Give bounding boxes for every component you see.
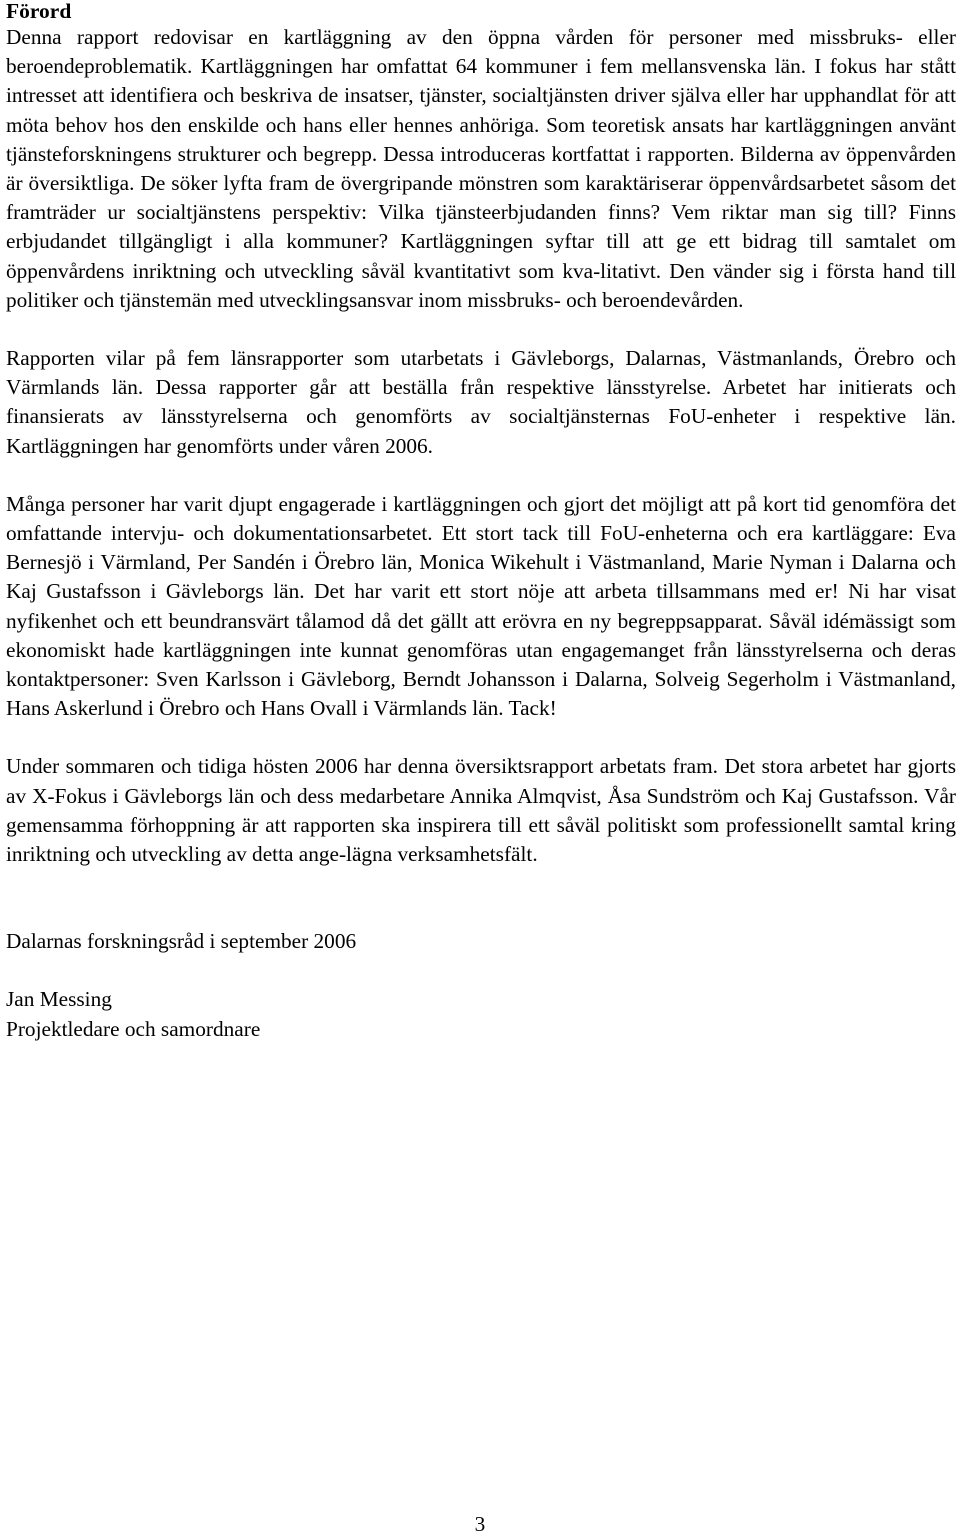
paragraph-intro: Denna rapport redovisar en kartläggning av den öppna vården för personer med missbruks- eller beroendeproblematik. Kartläggningen har omfattat 64 kommuner i fem mellansvenska län. I fokus har stått intresset att identifiera och beskriva de insatser, tjänster, socialtjänsten driver själva eller har upphandlat för att möta behov hos den enskilde och hans eller hennes anhöriga. Som teoretisk ansats har kartläggningen använt tjänsteforskningens strukturer och begrepp. Dessa introduceras kortfattat i rapporten. Bilderna av öppenvården är översiktliga. De söker lyfta fram de övergripande mönstren som karaktäriserar öppenvårdsarbetet såsom det framträder ur socialtjänstens perspektiv: Vilka tjänsteerbjudanden finns? Vem riktar man sig till? Finns erbjudandet tillgängligt i alla kommuner? Kartläggningen syftar till att ge ett bidrag till samtalet om öppenvårdens inriktning och utveckling såväl kvantitativt som kva-litativt. Den vänder sig i första hand till politiker och tjänstemän med utvecklingsansvar inom missbruks- och beroendevården. bbox=[6, 25, 956, 312]
paragraph-acknowledgements: Många personer har varit djupt engagerade i kartläggningen och gjort det möjligt att på kort tid genomföra det omfattande intervju- och dokumentationsarbetet. Ett stort tack till FoU-enheterna och era kartläggare: Eva Bernesjö i Värmland, Per Sandén i Örebro län, Monica Wikehult i Västmanland, Marie Nyman i Dalarna och Kaj Gustafsson i Gävleborgs län. Det har varit ett stort nöje att arbeta tillsammans med er! Ni har visat nyfikenhet och ett beundransvärt tålamod då det gällt att erövra en ny begreppsapparat. Såväl idémässigt som ekonomiskt hade kartläggningen inte kunnat genomföras utan engagemanget från länsstyrelserna och deras kontaktpersoner: Sven Karlsson i Gävleborg, Berndt Johansson i Dalarna, Solveig Segerholm i Västmanland, Hans Askerlund i Örebro och Hans Ovall i Värmlands län. Tack! bbox=[6, 491, 956, 721]
signoff-name: Jan Messing bbox=[6, 987, 112, 1012]
signoff-place-date: Dalarnas forskningsråd i september 2006 bbox=[6, 929, 357, 954]
page-number: 3 bbox=[474, 1512, 486, 1536]
signoff-title: Projektledare och samordnare bbox=[6, 1016, 261, 1041]
page-title: Förord bbox=[6, 0, 72, 23]
paragraph-reports: Rapporten vilar på fem länsrapporter som utarbetats i Gävleborgs, Dalarnas, Västmanlands, Örebro och Värmlands län. Dessa rapporter går att beställa från respektive länsstyrelse. Arbetet har initierats och finansierats av länsstyrelserna och genomförts av socialtjänsternas FoU-enheter i respektive län. Kartläggningen har genomförts under våren 2006. bbox=[6, 346, 956, 458]
document-page bbox=[6, 0, 956, 1044]
paragraph-production: Under sommaren och tidiga hösten 2006 har denna översiktsrapport arbetats fram. Det stora arbetet har gjorts av X-Fokus i Gävleborgs län och dess medarbetare Annika Almqvist, Åsa Sundström och Kaj Gustafsson. Vår gemensamma förhoppning är att rapporten ska inspirera till ett såväl politiskt som professionellt samtal kring inriktning och utveckling av detta ange-lägna verksamhetsfält. bbox=[6, 754, 956, 867]
